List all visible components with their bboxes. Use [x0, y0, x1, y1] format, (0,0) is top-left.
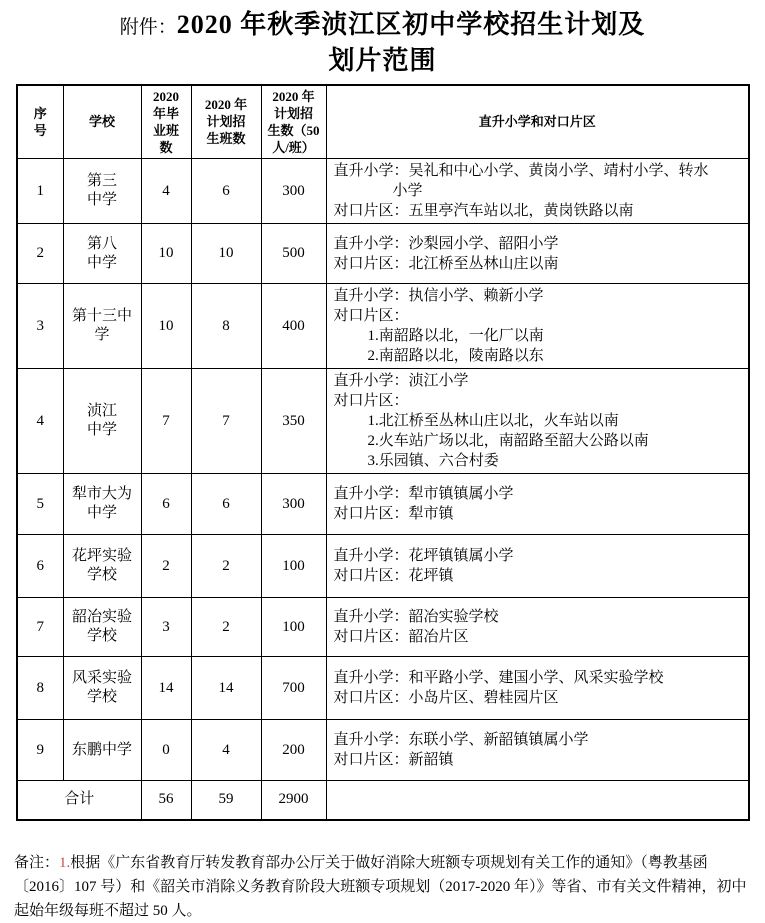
plan-classes: 8 [191, 284, 261, 369]
grad-classes: 4 [141, 159, 191, 224]
row-no: 6 [17, 535, 63, 598]
total-row [17, 781, 749, 820]
table-row [17, 720, 749, 781]
enrollment-plan-table [16, 84, 750, 821]
row-no: 8 [17, 657, 63, 720]
table-row [17, 535, 749, 598]
total-zone-cell-empty [326, 781, 749, 820]
table-row [17, 598, 749, 657]
grad-classes: 0 [141, 720, 191, 781]
remark [14, 851, 753, 923]
school-name: 花坪实验 学校 [63, 535, 141, 598]
plan-students: 100 [261, 598, 326, 657]
title-line2: 划片范围 [328, 45, 437, 75]
plan-classes: 2 [191, 598, 261, 657]
col-header-no: 序 号 [17, 85, 63, 159]
plan-classes: 2 [191, 535, 261, 598]
zone-cell [326, 159, 749, 224]
zone-cell [326, 224, 749, 284]
zone-line: 直升小学：和平路小学、建国小学、风采实验学校 [333, 670, 664, 687]
title-line1 [0, 8, 765, 42]
row-no: 7 [17, 598, 63, 657]
zone-line: 对口片区：五里亭汽车站以北，黄岗铁路以南 [333, 203, 634, 220]
zone-line: 对口片区： [333, 393, 409, 410]
zone-line: 直升小学：沙梨园小学、韶阳小学 [333, 235, 559, 252]
total-grad-classes: 56 [141, 781, 191, 820]
table-row [17, 284, 749, 369]
zone-cell [326, 369, 749, 474]
zone-line: 对口片区：小岛片区、碧桂园片区 [333, 690, 559, 707]
plan-classes: 6 [191, 159, 261, 224]
plan-students: 700 [261, 657, 326, 720]
zone-line: 直升小学：韶冶实验学校 [333, 609, 499, 626]
header-row [17, 85, 749, 159]
zone-line: 对口片区：北江桥至丛林山庄以南 [333, 255, 559, 272]
school-name: 浈江 中学 [63, 369, 141, 474]
zone-line: 对口片区：花坪镇 [333, 568, 454, 585]
plan-students: 300 [261, 474, 326, 535]
plan-students: 350 [261, 369, 326, 474]
zone-line: 1.北江桥至丛林山庄以北，火车站以南 [367, 413, 619, 430]
remark-number: 1. [59, 854, 71, 871]
total-plan-students: 2900 [261, 781, 326, 820]
plan-classes: 4 [191, 720, 261, 781]
remark-body: 根据《广东省教育厅转发教育部办公厅关于做好消除大班额专项规划有关工作的通知》（粤教基函〔2016〕107 号）和《韶关市消除义务教育阶段大班额专项规划（2017-2020 年）》等省、市有关文件精神，初中起始年级每班不超过 50 人。 [14, 854, 747, 919]
total-plan-classes: 59 [191, 781, 261, 820]
plan-students: 300 [261, 159, 326, 224]
zone-line: 直升小学：犁市镇镇属小学 [333, 486, 514, 503]
grad-classes: 7 [141, 369, 191, 474]
col-header-grad-classes: 2020 年毕 业班 数 [141, 85, 191, 159]
row-no: 9 [17, 720, 63, 781]
zone-cell [326, 474, 749, 535]
plan-students: 100 [261, 535, 326, 598]
grad-classes: 10 [141, 284, 191, 369]
col-header-zone: 直升小学和对口片区 [326, 85, 749, 159]
grad-classes: 2 [141, 535, 191, 598]
zone-line: 对口片区：新韶镇 [333, 752, 454, 769]
row-no: 4 [17, 369, 63, 474]
plan-classes: 7 [191, 369, 261, 474]
school-name: 犁市大为 中学 [63, 474, 141, 535]
zone-line: 直升小学：执信小学、赖新小学 [333, 288, 544, 305]
plan-students: 400 [261, 284, 326, 369]
row-no: 5 [17, 474, 63, 535]
table-row [17, 224, 749, 284]
zone-line: 2.火车站广场以北，南韶路至韶大公路以南 [367, 433, 649, 450]
school-name: 第八 中学 [63, 224, 141, 284]
zone-cell [326, 657, 749, 720]
plan-students: 500 [261, 224, 326, 284]
zone-line: 2.南韶路以北，陵南路以东 [367, 348, 544, 365]
zone-line: 直升小学：浈江小学 [333, 373, 469, 390]
page-title [0, 0, 765, 78]
zone-line: 1.南韶路以北，一化厂以南 [367, 328, 544, 345]
school-name: 韶冶实验 学校 [63, 598, 141, 657]
zone-cell [326, 535, 749, 598]
school-name: 风采实验 学校 [63, 657, 141, 720]
zone-line: 直升小学：吴礼和中心小学、黄岗小学、靖村小学、转水 [333, 163, 709, 180]
grad-classes: 10 [141, 224, 191, 284]
zone-cell [326, 598, 749, 657]
plan-classes: 6 [191, 474, 261, 535]
row-no: 2 [17, 224, 63, 284]
plan-classes: 10 [191, 224, 261, 284]
plan-classes: 14 [191, 657, 261, 720]
title-text: 2020 年秋季浈江区初中学校招生计划及 [176, 10, 646, 39]
col-header-plan-classes: 2020 年 计划招 生班数 [191, 85, 261, 159]
row-no: 3 [17, 284, 63, 369]
table-row [17, 657, 749, 720]
table-row [17, 159, 749, 224]
zone-line: 小学 [392, 183, 423, 200]
school-name: 第三 中学 [63, 159, 141, 224]
col-header-plan-students: 2020 年 计划招 生数（50 人/班） [261, 85, 326, 159]
table-row [17, 369, 749, 474]
col-header-school: 学校 [63, 85, 141, 159]
zone-line: 直升小学：花坪镇镇属小学 [333, 548, 514, 565]
zone-line: 3.乐园镇、六合村委 [367, 453, 499, 470]
zone-line: 对口片区：韶冶片区 [333, 629, 469, 646]
school-name: 东鹏中学 [63, 720, 141, 781]
zone-line: 直升小学：东联小学、新韶镇镇属小学 [333, 732, 589, 749]
attachment-label: 附件： [119, 17, 177, 38]
row-no: 1 [17, 159, 63, 224]
zone-line: 对口片区： [333, 308, 409, 325]
grad-classes: 3 [141, 598, 191, 657]
grad-classes: 6 [141, 474, 191, 535]
school-name: 第十三中 学 [63, 284, 141, 369]
zone-line: 对口片区：犁市镇 [333, 506, 454, 523]
zone-cell [326, 720, 749, 781]
zone-cell [326, 284, 749, 369]
grad-classes: 14 [141, 657, 191, 720]
total-label: 合计 [17, 781, 141, 820]
plan-students: 200 [261, 720, 326, 781]
table-row [17, 474, 749, 535]
remark-label: 备注： [14, 854, 60, 871]
